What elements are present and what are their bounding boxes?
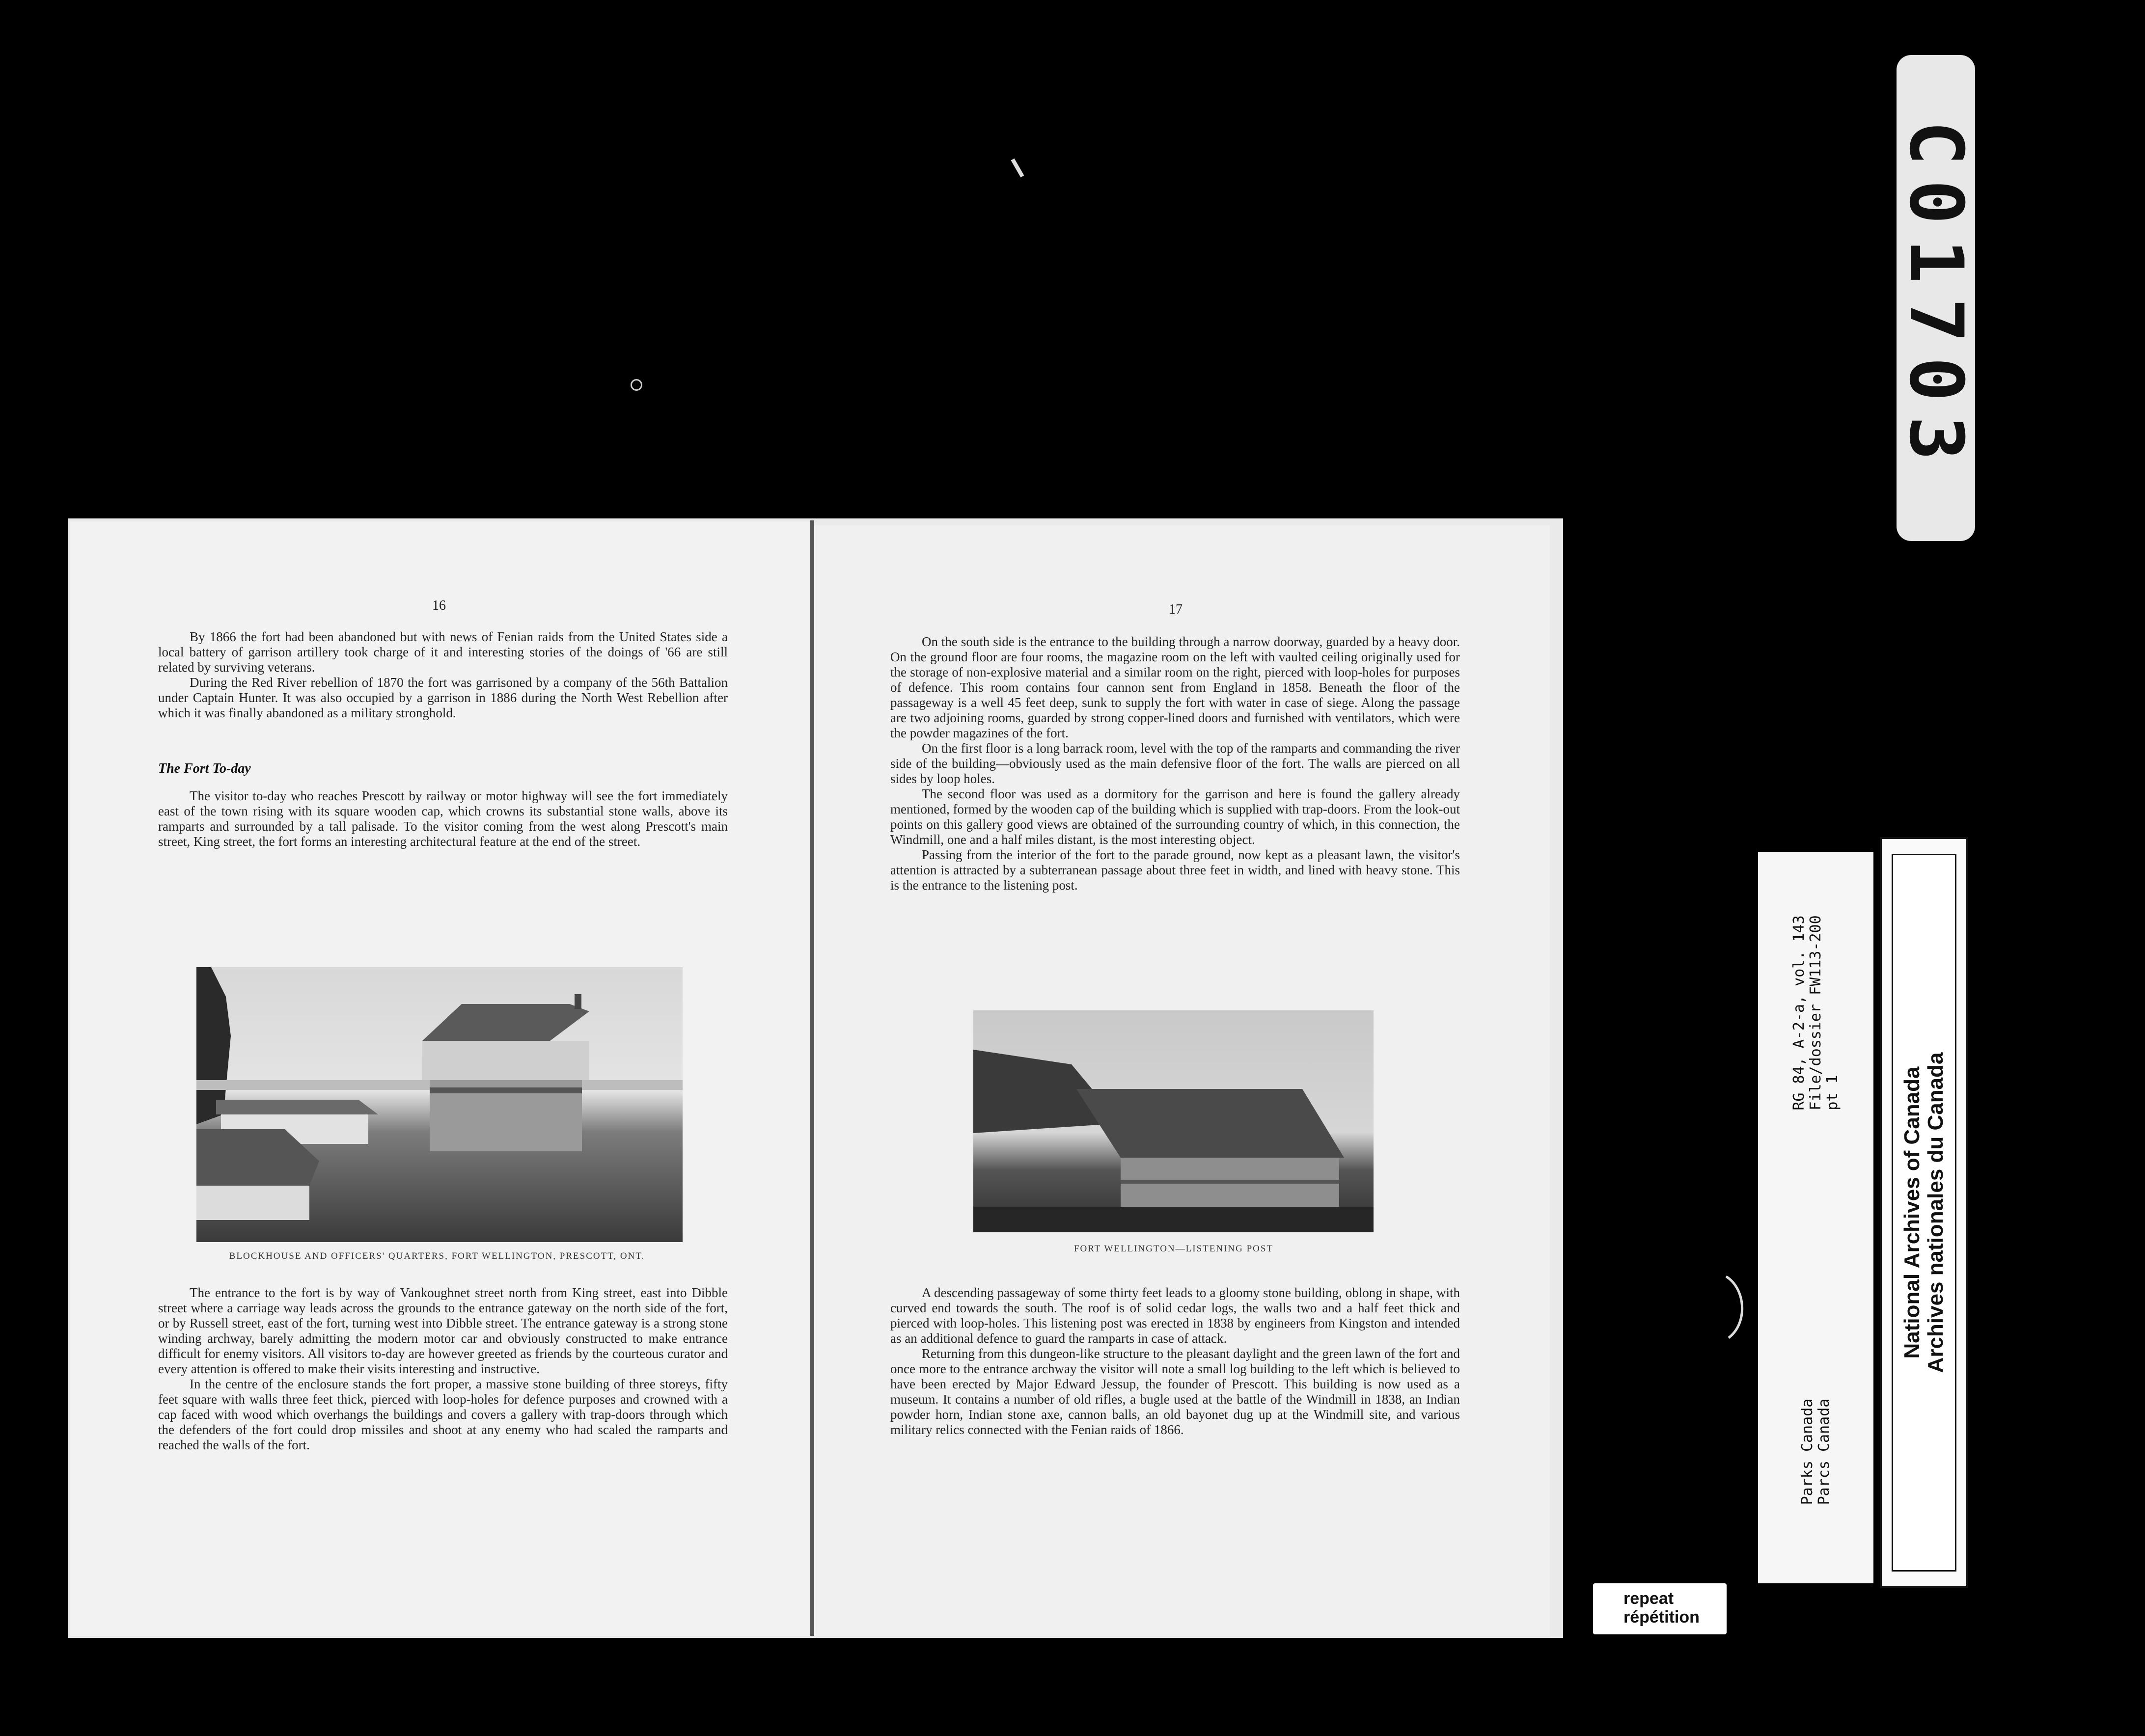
repeat-label <box>1593 1583 1727 1634</box>
blockhouse-photo <box>196 967 683 1242</box>
dust-speck <box>1011 159 1024 178</box>
agency-en: Parks Canada <box>1798 1398 1816 1505</box>
archive-name <box>1900 1053 1948 1373</box>
page-gutter <box>810 520 814 1636</box>
paragraph: A descending passageway of some thirty feet leads to a gloomy stone building, oblong in shape, with curved end towards the south. The roof is of solid cedar logs, the walls two and a half feet thick and pierced with loop-holes. This listening post was erected in 1838 by engineers from Kingston and intended as an additional defence to guard the ramparts in case of attack. <box>890 1285 1460 1346</box>
left-section-text <box>158 788 728 849</box>
reference-line: RG 84, A-2-a, vol. 143 <box>1790 915 1808 1111</box>
reference-text <box>1791 915 1841 1110</box>
repeat-label-en: repeat <box>1623 1589 1674 1608</box>
reference-line: pt 1 <box>1823 1075 1841 1111</box>
repeat-label-fr: répétition <box>1623 1608 1700 1627</box>
page-number: 17 <box>1169 602 1182 617</box>
archive-name-fr: Archives nationales du Canada <box>1924 1052 1948 1373</box>
agency-fr: Parcs Canada <box>1815 1398 1833 1505</box>
archive-card-inner <box>1892 854 1956 1572</box>
paragraph: The visitor to-day who reaches Prescott by railway or motor highway will see the fort immediately east of the town rising with its square wooden cap, which crowns its substantial stone walls, above its ramparts and surrounded by a tall palisade. To the visitor coming from the west along Prescott's main street, King street, the fort forms an interesting architectural feature at the end of the street. <box>158 788 728 849</box>
paragraph: The entrance to the fort is by way of Vankoughnet street north from King street, east into Dibble street where a carriage way leads across the grounds to the entrance gateway on the north side of the fort, or by Russell street, east of the fort, turning west into Dibble street. The entrance gateway is a strong stone winding archway, barely admitting the modern motor car and obviously constructed to make entrance difficult for enemy visitors. All visitors to-day are however greeted as friends by the courteous curator and every attention is offered to make their visits interesting and instructive. <box>158 1285 728 1376</box>
right-lower-text <box>890 1285 1460 1438</box>
blockhouse-illustration <box>196 967 683 1242</box>
frame-number: C01703 <box>1893 121 1979 475</box>
paragraph: On the first floor is a long barrack room, level with the top of the ramparts and commanding the river side of the building—obviously used as the main defensive floor of the fort. The walls are pierced on all sides by loop holes. <box>890 741 1460 786</box>
frame-number-strip <box>1893 55 1979 541</box>
paragraph: Passing from the interior of the fort to the parade ground, now kept as a pleasant lawn, the visitor's attention is attracted by a subterranean passage about three feet in width, and lined with heavy stone. This is the entrance to the listening post. <box>890 847 1460 893</box>
section-heading: The Fort To-day <box>158 761 251 776</box>
photo-caption: FORT WELLINGTON—LISTENING POST <box>1073 1244 1274 1254</box>
paragraph: The second floor was used as a dormitory for the garrison and here is found the gallery already mentioned, formed by the wooden cap of the building which is supplied with trap-doors. From the look-out points on this gallery good views are obtained of the surrounding country of which, in this connection, the Windmill, one and a half miles distant, is the most interesting object. <box>890 787 1460 847</box>
paragraph: By 1866 the fort had been abandoned but with news of Fenian raids from the United States side a local battery of garrison artillery took charge of it and interesting stories of the doings of '66 are still related by surviving veterans. <box>158 629 728 675</box>
paragraph: On the south side is the entrance to the building through a narrow doorway, guarded by a heavy door. On the ground floor are four rooms, the magazine room on the left with vaulted ceiling originally used for the storage of non-explosive material and a similar room on the right, pierced with loop-holes for purposes of defence. This room contains four cannon sent from England in 1858. Beneath the floor of the passageway is a well 45 feet deep, sunk to supply the fort with water in case of siege. Along the passage are two adjoining rooms, guarded by strong copper-lined doors and furnished with ventilators, which were the powder magazines of the fort. <box>890 634 1460 740</box>
page-number: 16 <box>432 598 446 613</box>
paragraph: Returning from this dungeon-like structure to the pleasant daylight and the green lawn of the fort and once more to the entrance archway the visitor will note a small log building to the left which is believed to have been erected by Major Edward Jessup, the founder of Prescott. This building is now used as a museum. It contains a number of old rifles, a bugle used at the battle of the Windmill in 1838, an Indian powder horn, Indian stone axe, cannon balls, an old bayonet dug up at the Windmill site, and various military relics connected with the Fenian raids of 1866. <box>890 1346 1460 1437</box>
dust-speck <box>631 379 642 391</box>
right-upper-text <box>890 634 1460 893</box>
left-lower-text <box>158 1285 728 1453</box>
agency-text <box>1799 1398 1833 1505</box>
photo-caption: BLOCKHOUSE AND OFFICERS' QUARTERS, FORT WELLINGTON, PRESCOTT, ONT. <box>229 1251 645 1261</box>
reference-line: File/dossier FW113-200 <box>1807 915 1824 1111</box>
archive-name-en: National Archives of Canada <box>1900 1066 1924 1359</box>
paragraph: During the Red River rebellion of 1870 the fort was garrisoned by a company of the 56th Battalion under Captain Hunter. It was also occupied by a garrison in 1886 during the North West Rebellion after which it was finally abandoned as a military stronghold. <box>158 675 728 720</box>
reference-card <box>1758 852 1873 1583</box>
film-scratch <box>1721 1274 1751 1343</box>
listening-post-illustration <box>973 1010 1374 1232</box>
paragraph: In the centre of the enclosure stands the fort proper, a massive stone building of three storeys, fifty feet square with walls three feet thick, pierced with loop-holes for defence purposes and crowned with a cap faced with wood which overhangs the buildings and covers a gallery with trap-doors through which the defenders of the fort could drop missiles and shoot at any enemy who had scaled the ramparts and reached the walls of the fort. <box>158 1377 728 1452</box>
archive-card <box>1880 837 1968 1588</box>
left-intro-text <box>158 629 728 721</box>
listening-post-photo <box>973 1010 1374 1232</box>
